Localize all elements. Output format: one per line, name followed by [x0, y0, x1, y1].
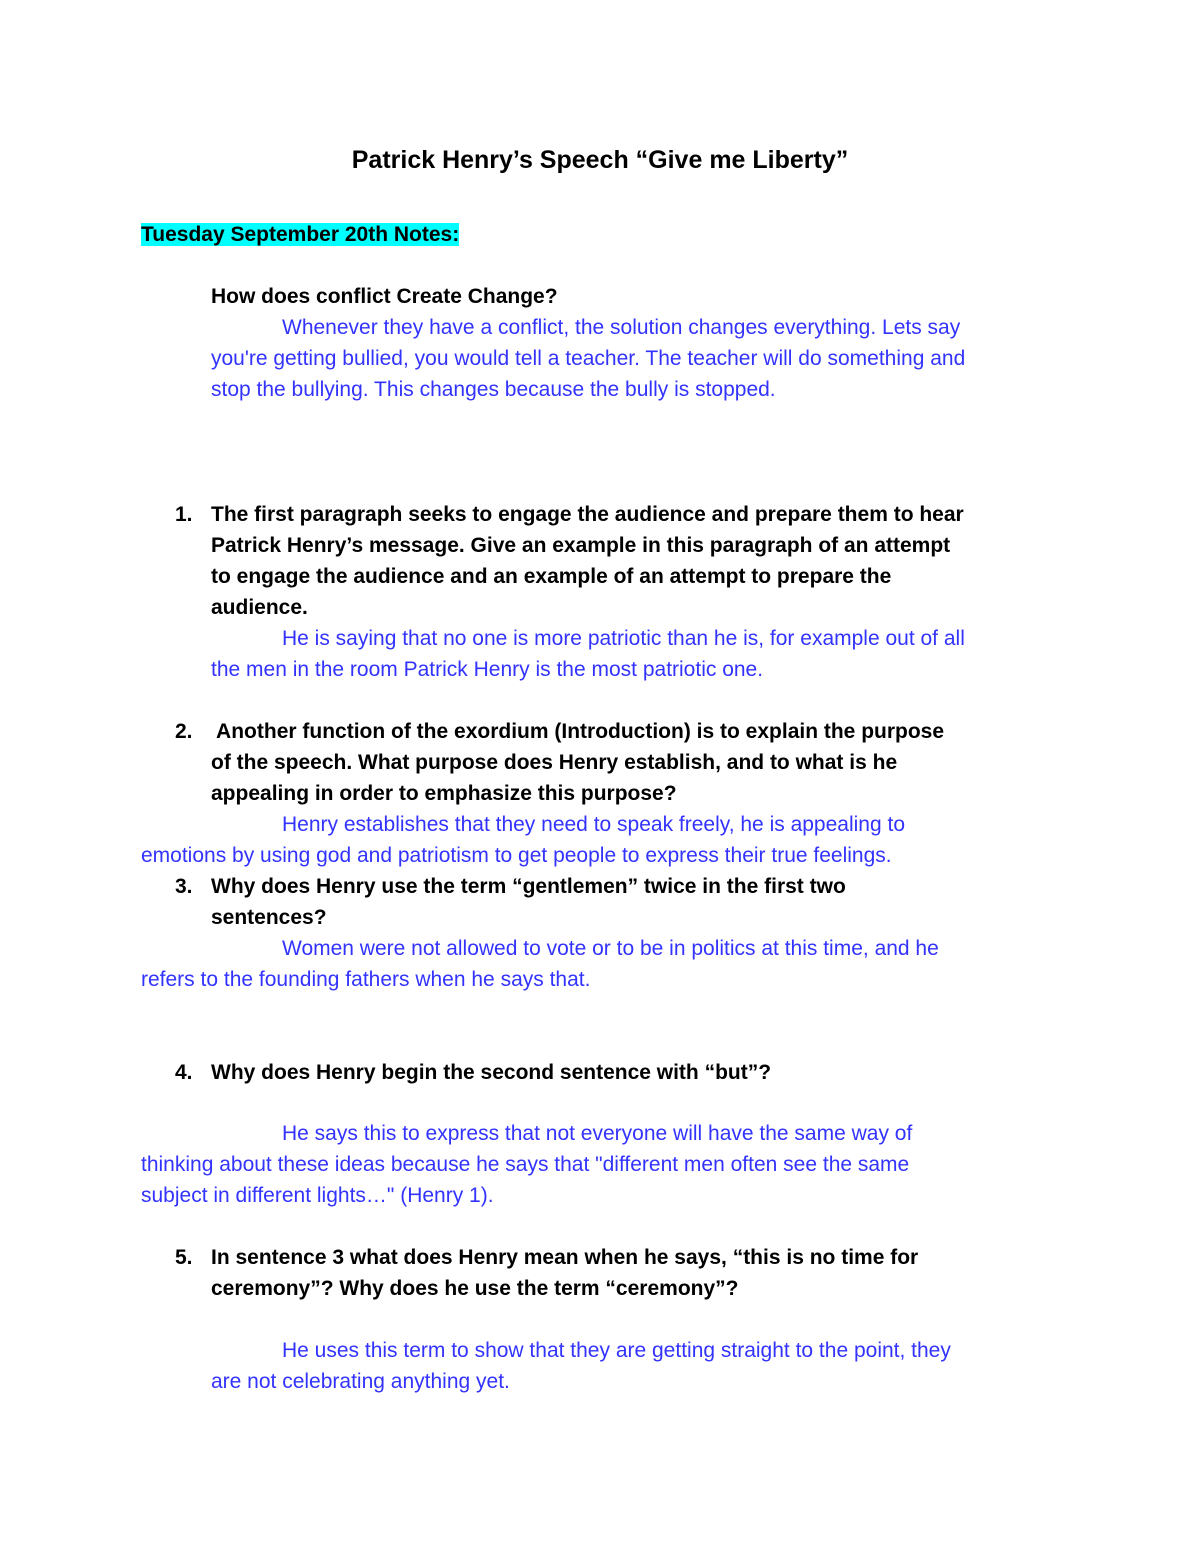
question-line: audience.	[211, 596, 308, 619]
answer-line: He says this to express that not everyone will have the same way of	[282, 1122, 913, 1145]
question-number: 2.	[175, 720, 193, 743]
answer-line: He is saying that no one is more patriotic than he is, for example out of all	[282, 627, 965, 650]
answer-line: Henry establishes that they need to speak freely, he is appealing to	[282, 813, 905, 836]
intro-answer-line: you're getting bullied, you would tell a teacher. The teacher will do something and	[211, 347, 966, 370]
question-line: sentences?	[211, 906, 327, 929]
question-number: 3.	[175, 875, 193, 898]
answer-line: thinking about these ideas because he says that "different men often see the same	[141, 1153, 910, 1176]
question-line: of the speech. What purpose does Henry establish, and to what is he	[211, 751, 898, 774]
notes-heading-text: Tuesday September 20th Notes:	[141, 223, 460, 246]
question-line: In sentence 3 what does Henry mean when he says, “this is no time for	[211, 1246, 919, 1269]
answer-line: emotions by using god and patriotism to get people to express their true feelings.	[141, 844, 892, 867]
question-line: to engage the audience and an example of an attempt to prepare the	[211, 565, 892, 588]
question-number: 1.	[175, 503, 193, 526]
answer-line: are not celebrating anything yet.	[211, 1370, 510, 1393]
question-line: Patrick Henry’s message. Give an example in this paragraph of an attempt	[211, 534, 951, 557]
question-line: Why does Henry use the term “gentlemen” twice in the first two	[211, 875, 846, 898]
answer-line: refers to the founding fathers when he says that.	[141, 968, 591, 991]
page-title: Patrick Henry’s Speech “Give me Liberty”	[351, 146, 849, 174]
answer-line: He uses this term to show that they are getting straight to the point, they	[282, 1339, 951, 1362]
question-line: ceremony”? Why does he use the term “ceremony”?	[211, 1277, 739, 1300]
answer-line: the men in the room Patrick Henry is the most patriotic one.	[211, 658, 764, 681]
question-number: 5.	[175, 1246, 193, 1269]
question-number: 4.	[175, 1061, 193, 1084]
intro-question: How does conflict Create Change?	[211, 285, 558, 308]
intro-answer-line: stop the bullying. This changes because the bully is stopped.	[211, 378, 776, 401]
question-line: Another function of the exordium (Introduction) is to explain the purpose	[211, 720, 945, 743]
answer-line: Women were not allowed to vote or to be in politics at this time, and he	[282, 937, 939, 960]
question-line: Why does Henry begin the second sentence with “but”?	[211, 1061, 772, 1084]
intro-answer-line: Whenever they have a conflict, the solution changes everything. Lets say	[282, 316, 961, 339]
answer-line: subject in different lights…" (Henry 1).	[141, 1184, 494, 1207]
question-line: appealing in order to emphasize this purpose?	[211, 782, 677, 805]
question-line: The first paragraph seeks to engage the audience and prepare them to hear	[211, 503, 964, 526]
notes-heading	[141, 219, 459, 250]
